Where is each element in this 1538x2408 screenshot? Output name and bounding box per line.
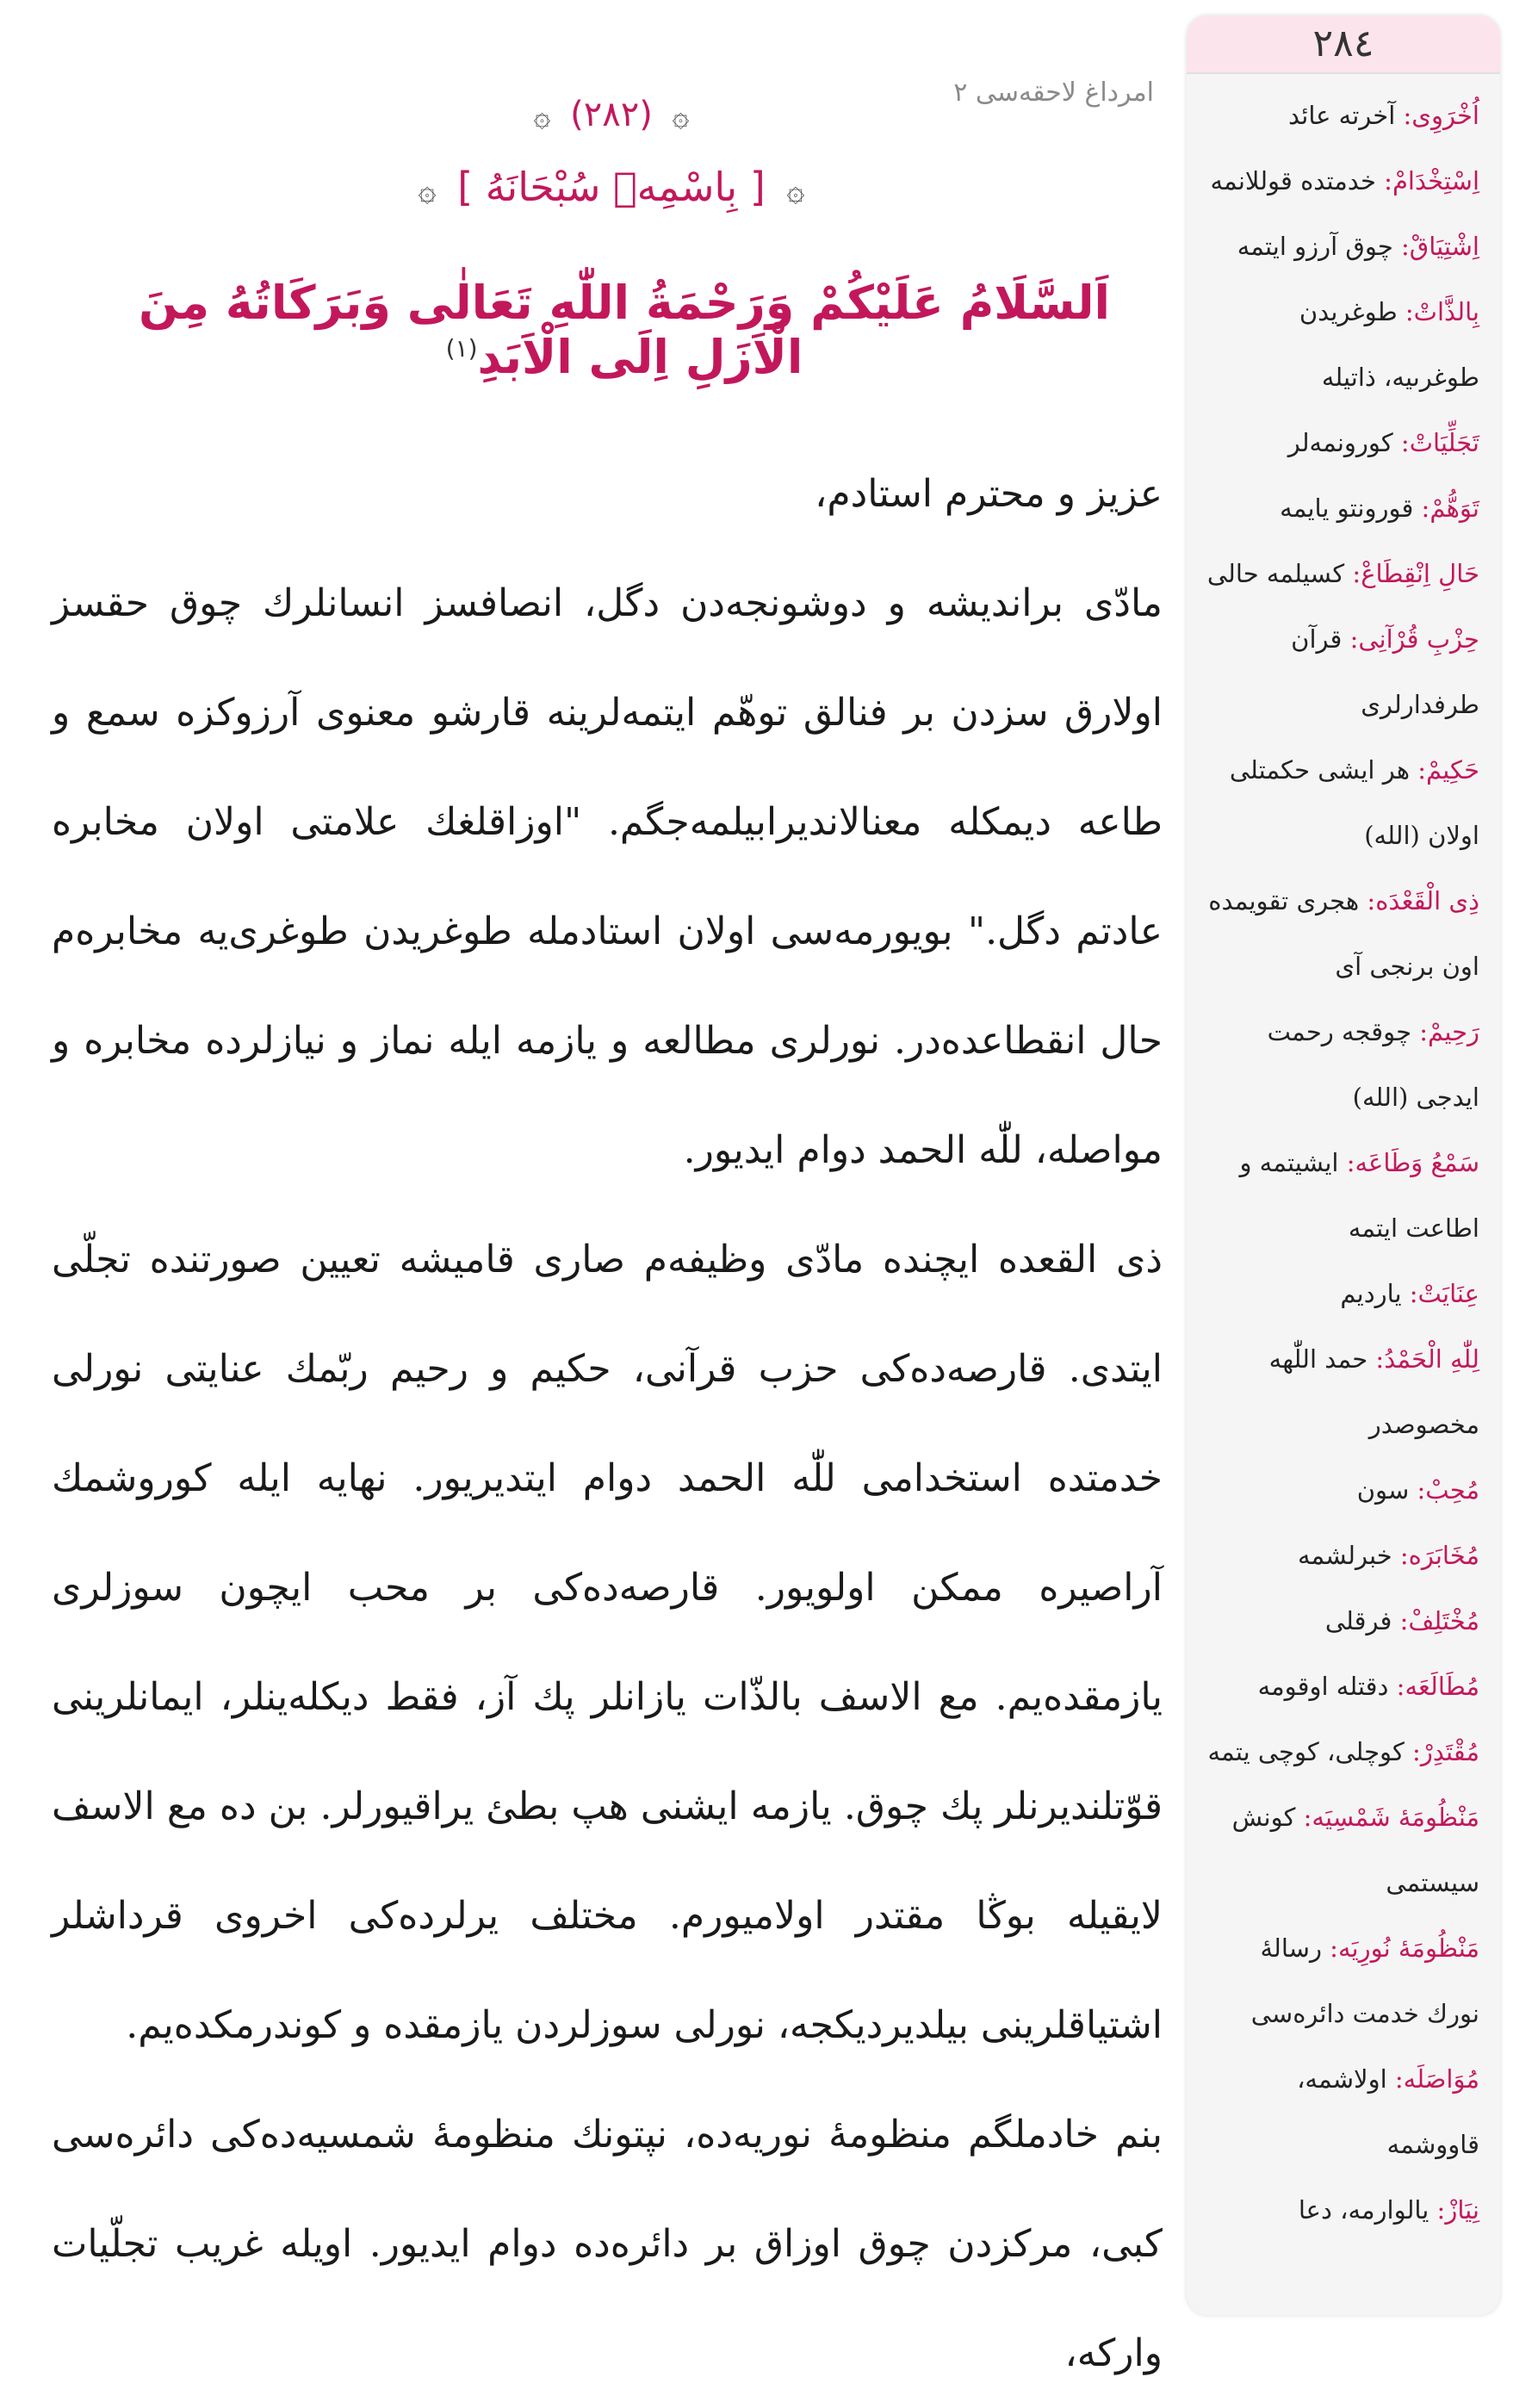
paragraph: عزيز و محترم استادم، [815, 472, 1163, 516]
basmala-text: [ بِاسْمِهٖ سُبْحَانَهُ ] [457, 164, 766, 210]
glossary-term: مَنْظُومَهٔ شَمْسِيَه [1312, 1803, 1479, 1832]
glossary-term: تَجَلِّيَاتْ [1409, 428, 1479, 457]
glossary-term: اُخْرَوِى [1411, 101, 1479, 130]
glossary-colon: : [1392, 1541, 1409, 1570]
glossary-colon: : [1410, 755, 1426, 785]
salam-line [86, 276, 1163, 384]
glossary-definition: رساله‌ٔ نورك خدمت دائره‌سى [1250, 1933, 1479, 2028]
glossary-item [1200, 148, 1479, 214]
glossary-item [1200, 410, 1479, 475]
main-page [52, 60, 1171, 2375]
glossary-definition: ايشيتمه و اطاعت ايتمه [1239, 1148, 1479, 1243]
glossary-item [1200, 541, 1479, 606]
glossary-colon: : [1395, 101, 1412, 130]
glossary-definition: چوق آرزو ایتمه [1237, 232, 1393, 261]
ornament-right: ۞ [786, 173, 805, 208]
paragraph: ذى القعده ايچنده مادّى وظيفه‌م صارى قاميشه تعيين صورتنده تجلّى ايتدى. قارصه‌ده‌كى حزب قرآنى، حكيم و رحيم ربّمك عنايتى نورلى خدمتده استخدامى للّٰه الحمد دوام ايتديريور. نهايه ايله كوروشمك آراصيره ممكن اولويور. قارصه‌ده‌كى بر محب ايچون سوزلرى يازمقده‌يم. مع الاسف بالذّات يازانلر پك آز، فقط ديكله‌ينلر، ايمانلرينى قوّتلنديرنلر پك چوق. يازمه ايشنى هپ بطئ يراقيورلر. بن ده مع الاسف لايقيله بوڭا مقتدر اولاميورم. مختلف يرلرده‌كى اخروى قرداشلر اشتياقلرينى بيلديرديكجه، نورلى سوزلردن يازمقده و كوندرمكده‌يم. [52, 1238, 1163, 2047]
glossary-term: عِنَايَتْ [1417, 1279, 1479, 1308]
glossary-term: حِزْبِ قُرْآنِى [1358, 624, 1479, 654]
glossary-item [1200, 1261, 1479, 1326]
glossary-colon: : [1413, 493, 1430, 523]
glossary-colon: : [1295, 1803, 1312, 1832]
glossary-definition: يالوارمه، دعا [1298, 2195, 1429, 2225]
glossary-term: نِيَازْ [1445, 2195, 1479, 2225]
ornament-right: ۞ [672, 99, 690, 133]
glossary-item [1200, 2177, 1479, 2243]
glossary-definition: خبرلشمه [1297, 1541, 1392, 1570]
footnote-mark: (١) [445, 334, 478, 363]
glossary-definition: هجرى تقويمده اون برنجى آى [1208, 886, 1479, 981]
glossary-colon: : [1397, 297, 1414, 326]
glossary-term: مُوَاصَلَه [1403, 2064, 1479, 2094]
glossary-item [1200, 1719, 1479, 1784]
glossary-definition: كونش سيستمى [1231, 1803, 1479, 1897]
glossary-item [1200, 279, 1479, 410]
glossary-term: مُخَابَرَه [1408, 1541, 1479, 1570]
glossary-term: اِشْتِيَاقْ [1409, 232, 1479, 261]
glossary-colon: : [1401, 1279, 1418, 1308]
glossary-colon: : [1342, 624, 1359, 654]
glossary-colon: : [1338, 1148, 1355, 1177]
glossary-colon: : [1344, 559, 1361, 588]
glossary-colon: : [1386, 2064, 1404, 2094]
glossary-colon: : [1359, 886, 1376, 915]
glossary-term: تَوَهُّمْ [1429, 493, 1479, 523]
ornament-left: ۞ [418, 173, 437, 208]
glossary-item [1200, 1654, 1479, 1719]
header-note: امرداغ لاحقه‌سى ٢ [953, 78, 1154, 108]
glossary-colon: : [1388, 1672, 1405, 1701]
glossary-definition: حمد اللّٰهه مخصوصدر [1268, 1344, 1479, 1439]
glossary-colon: : [1367, 1344, 1385, 1374]
letter-number [52, 95, 1171, 134]
glossary-colon: : [1411, 1017, 1429, 1046]
salam-text: اَلسَّلَامُ عَلَيْكُمْ وَرَحْمَةُ اللّٰهِ تَعَالٰى وَبَرَكَاتُهُ مِنَ الْاَزَلِ اِلَى الْاَبَدِ [138, 276, 1111, 384]
glossary-item [1200, 1523, 1479, 1588]
glossary-item [1200, 606, 1479, 737]
glossary-term: مُقْتَدِرْ [1420, 1737, 1479, 1766]
glossary-term: سَمْعُ وَطَاعَه [1355, 1148, 1479, 1177]
page-number: ٢٨٤ [1187, 16, 1500, 74]
glossary-colon: : [1321, 1933, 1338, 1963]
glossary-definition: طوغریدن طوغرىيه، ذاتیله [1299, 297, 1479, 392]
glossary-item [1200, 1457, 1479, 1523]
paragraph: مادّى برانديشه و دوشونجه‌دن دگل، انصافسز انسانلرك چوق حقسز اولارق سزدن بر فنالق توهّم ايتمه‌لرينه قارشو معنوى آرزوكزه سمع و طاعه ديمكله معنالانديرابيلمه‌جگم. "اوزاقلغك علامتى اولان مخابره عادتم دگل." بويورمه‌سى اولان استادمله طوغريدن طوغرى‌يه مخابره‌م حال انقطاعده‌در. نورلرى مطالعه و يازمه ايله نماز و نيازلرده مخابره و مواصله، للّٰه الحمد دوام ايديور. [52, 581, 1163, 1172]
glossary-item [1200, 737, 1479, 868]
glossary-item [1200, 868, 1479, 999]
glossary-item [1200, 999, 1479, 1130]
glossary-colon: : [1429, 2195, 1446, 2225]
glossary-colon: : [1375, 166, 1392, 195]
glossary-item [1200, 1784, 1479, 1915]
basmala [52, 164, 1171, 210]
glossary-term: مُحِبْ [1425, 1475, 1479, 1505]
glossary-item [1200, 214, 1479, 279]
glossary-definition: كوچلى، كوچى يتمه [1207, 1737, 1405, 1766]
letter-body [52, 439, 1163, 2408]
glossary-item [1200, 1326, 1479, 1457]
glossary-term: مُطَالَعَه [1405, 1672, 1479, 1701]
glossary-definition: قورونتو يایمه [1280, 493, 1414, 523]
glossary-definition: آخرته عائد [1288, 101, 1396, 130]
glossary-colon: : [1392, 428, 1410, 457]
glossary-term: لِلّٰهِ الْحَمْدُ [1384, 1344, 1479, 1374]
glossary-definition: ياردیم [1340, 1279, 1402, 1308]
glossary-sidebar [1187, 16, 1500, 2315]
letter-number-text: (٢٨٢) [570, 95, 653, 134]
glossary-term: ذِى الْقَعْدَه [1375, 886, 1479, 915]
glossary-list [1187, 74, 1500, 2243]
glossary-definition: سون [1356, 1475, 1410, 1505]
glossary-term: بِالذَّاتْ [1413, 297, 1479, 326]
glossary-item [1200, 1588, 1479, 1654]
paragraph: بنم خادملگم منظومهٔ نوريه‌ده، نپتونك منظومهٔ شمسيه‌ده‌كى دائره‌سى كبى، مركزدن چوق اوزاق بر دائره‌ده دوام ايديور. اويله غريب تجلّيات واركه، [52, 2113, 1163, 2375]
glossary-term: حَالِ اِنْقِطَاعْ [1361, 559, 1479, 588]
glossary-definition: اولاشمه، قاووشمه [1297, 2064, 1479, 2159]
glossary-definition: كسيلمه حالى [1206, 559, 1345, 588]
ornament-left: ۞ [533, 99, 551, 133]
glossary-definition: خدمتده قوللانمه [1210, 166, 1376, 195]
glossary-definition: چوقجه رحمت ايدجى (الله) [1267, 1017, 1479, 1112]
glossary-definition: قرآن طرفدارلرى [1291, 624, 1479, 719]
glossary-colon: : [1409, 1475, 1426, 1505]
glossary-term: رَحِيمْ [1428, 1017, 1479, 1046]
glossary-colon: : [1404, 1737, 1421, 1766]
glossary-item [1200, 2046, 1479, 2177]
glossary-definition: كورونمه‌لر [1287, 428, 1393, 457]
glossary-definition: هر ايشى حكمتلى اولان (الله) [1229, 755, 1479, 850]
glossary-definition: فرقلى [1324, 1606, 1392, 1635]
glossary-term: مَنْظُومَهٔ نُورِيَه [1337, 1933, 1479, 1963]
glossary-item [1200, 83, 1479, 148]
glossary-colon: : [1392, 1606, 1409, 1635]
glossary-item [1200, 1130, 1479, 1261]
glossary-term: حَكِيمْ [1426, 755, 1479, 785]
glossary-item [1200, 475, 1479, 541]
glossary-item [1200, 1915, 1479, 2046]
glossary-term: اِسْتِخْدَامْ [1392, 166, 1479, 195]
glossary-colon: : [1392, 232, 1410, 261]
glossary-definition: دقتله اوقومه [1257, 1672, 1389, 1701]
glossary-term: مُخْتَلِفْ [1408, 1606, 1479, 1635]
